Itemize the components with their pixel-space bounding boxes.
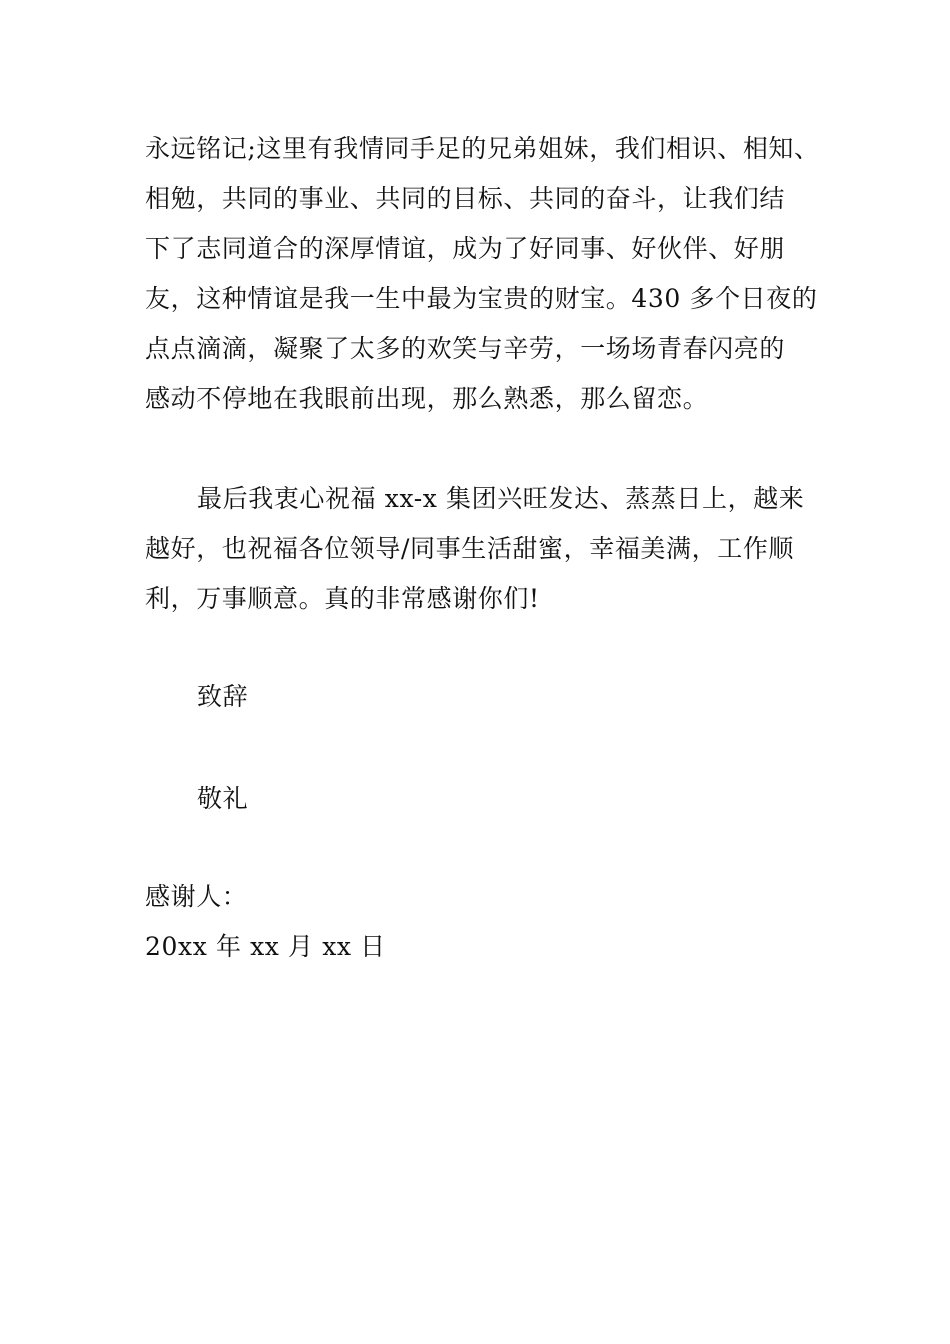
text-line: 感动不停地在我眼前出现，那么熟悉，那么留恋。 [145, 384, 709, 413]
text-line: 友，这种情谊是我一生中最为宝贵的财宝。430 多个日夜的 [145, 284, 818, 313]
text-line: 相勉，共同的事业、共同的目标、共同的奋斗，让我们结 [145, 184, 786, 213]
text-line: 利，万事顺意。真的非常感谢你们! [145, 584, 540, 613]
closing-text: 致辞 [197, 682, 249, 711]
date-line: 20xx 年 xx 月 xx 日 [145, 932, 386, 961]
text-line: 下了志同道合的深厚情谊，成为了好同事、好伙伴、好朋 [145, 234, 786, 263]
text-line: 点点滴滴，凝聚了太多的欢笑与辛劳，一场场青春闪亮的 [145, 334, 786, 363]
text-line: 越好，也祝福各位领导/同事生活甜蜜，幸福美满，工作顺 [145, 534, 795, 563]
salutation-text: 敬礼 [197, 784, 249, 813]
text-line: 最后我衷心祝福 xx-x 集团兴旺发达、蒸蒸日上，越来 [197, 484, 805, 513]
signature-label: 感谢人： [145, 882, 248, 911]
text-line: 永远铭记;这里有我情同手足的兄弟姐妹，我们相识、相知、 [145, 134, 820, 163]
